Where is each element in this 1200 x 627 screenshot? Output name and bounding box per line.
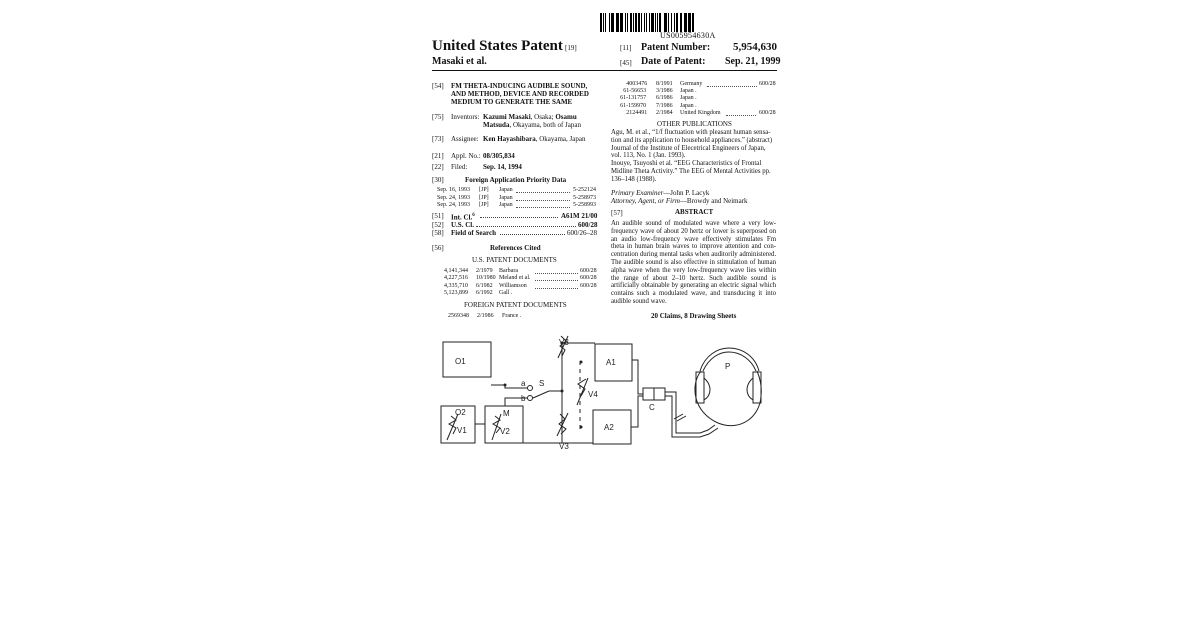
foreign-doc-number: 4003476 bbox=[626, 81, 648, 87]
label-c: C bbox=[649, 403, 655, 412]
assignee: Ken Hayashibara, Okayama, Japan bbox=[483, 135, 586, 143]
priority-heading: Foreign Application Priority Data bbox=[465, 176, 567, 184]
intcl-tag: [51] bbox=[432, 212, 444, 220]
other-pub-line: 136–148 (1988). bbox=[611, 175, 657, 183]
intcl-value: A61M 21/00 bbox=[561, 212, 598, 220]
us-doc-number: 5,123,899 bbox=[444, 289, 468, 296]
abstract-line: alpha wave when the very low-frequency wave lies within bbox=[611, 266, 776, 274]
label-v2: V2 bbox=[500, 427, 510, 436]
us-doc-leader bbox=[535, 273, 578, 274]
appl-label: Appl. No.: bbox=[451, 152, 481, 160]
other-pub-line: Midline Theta Activity.” The EEG of Mental Activities pp. bbox=[611, 168, 771, 175]
abstract-line: frequency wave of about 20 hertz or lower is superposed on bbox=[611, 227, 776, 235]
label-s: S bbox=[539, 379, 545, 388]
foreign-doc-name: France . bbox=[502, 313, 522, 319]
us-doc-name: Williamson bbox=[499, 282, 527, 289]
label-a: a bbox=[521, 379, 526, 388]
us-doc-leader bbox=[535, 288, 578, 289]
foreign-doc-name: Germany bbox=[680, 81, 703, 87]
foreign-doc-date: 8/1991 bbox=[656, 81, 673, 87]
priority-row-code: [JP] bbox=[479, 194, 489, 201]
foreign-doc-name: United Kingdom bbox=[680, 109, 721, 116]
us-doc-class: 600/28 bbox=[580, 275, 597, 282]
priority-tag: [30] bbox=[432, 176, 444, 184]
label-a2: A2 bbox=[604, 423, 614, 432]
other-pub-line: Agu, M. et al., “1/f fluctuation with pleasant human sensa- bbox=[611, 129, 771, 136]
attorney: Attorney, Agent, or Firm—Browdy and Neimark bbox=[611, 197, 748, 205]
uscl-tag: [52] bbox=[432, 221, 444, 229]
authors: Masaki et al. bbox=[432, 56, 487, 67]
foreign-doc-name: Japan . bbox=[680, 95, 697, 102]
title-tag: [19] bbox=[565, 44, 577, 52]
us-doc-leader bbox=[535, 280, 578, 281]
foreign-doc-number: 61-159970 bbox=[620, 102, 647, 109]
abstract-line: contains such a modulated wave, and transducing it into bbox=[611, 290, 776, 298]
patent-number-tag: [11] bbox=[620, 44, 632, 52]
foreign-doc-name: Japan . bbox=[680, 102, 697, 109]
assignee-label: Assignee: bbox=[451, 135, 479, 143]
foreign-doc-class: 600/28 bbox=[759, 81, 776, 87]
title-field-tag: [54] bbox=[432, 82, 444, 90]
foreign-doc-class: 600/28 bbox=[759, 109, 776, 116]
fos-label: Field of Search bbox=[451, 229, 496, 237]
foreign-doc-date: 3/1986 bbox=[656, 88, 673, 95]
filed-label: Filed: bbox=[451, 163, 468, 171]
assignee-tag: [73] bbox=[432, 135, 444, 143]
fos-value: 600/26–28 bbox=[567, 229, 597, 237]
foreign-doc-date: 2/1986 bbox=[477, 313, 494, 319]
right-ear-cup bbox=[753, 372, 761, 403]
us-doc-name: Barbara bbox=[499, 268, 518, 274]
us-doc-date: 10/1980 bbox=[476, 275, 496, 282]
inventors-line-2: Matsuda, Okayama, both of Japan bbox=[483, 121, 581, 129]
inventors-label: Inventors: bbox=[451, 113, 480, 121]
priority-row-code: [JP] bbox=[479, 187, 489, 193]
foreign-doc-number: 2124491 bbox=[626, 109, 648, 116]
uscl-value: 600/28 bbox=[578, 221, 598, 229]
abstract-heading: ABSTRACT bbox=[675, 208, 714, 216]
priority-row-number: 5-252124 bbox=[573, 187, 596, 193]
appl-tag: [21] bbox=[432, 152, 444, 160]
invention-title-line-2: AND METHOD, DEVICE AND RECORDED bbox=[451, 90, 589, 98]
label-m: M bbox=[503, 409, 510, 418]
filed-tag: [22] bbox=[432, 163, 444, 171]
label-v4: V4 bbox=[588, 390, 598, 399]
filed-date: Sep. 14, 1994 bbox=[483, 163, 522, 171]
foreign-doc-name: Japan . bbox=[680, 88, 697, 95]
other-pub-line: Journal of the Institute of Elecetrical Engineers of Japan, bbox=[611, 144, 766, 152]
appl-number: 08/305,834 bbox=[483, 152, 515, 160]
us-doc-date: 6/1982 bbox=[476, 282, 493, 289]
priority-row-date: Sep. 16, 1993 bbox=[437, 187, 470, 193]
foreign-doc-number: 2569348 bbox=[448, 313, 469, 319]
priority-row-leader bbox=[516, 207, 570, 208]
invention-title-line-3: MEDIUM TO GENERATE THE SAME bbox=[451, 98, 573, 106]
fos-tag: [58] bbox=[432, 229, 444, 237]
claims-line: 20 Claims, 8 Drawing Sheets bbox=[651, 312, 737, 320]
abstract-line: centration during mental tasks when auditorily administered. bbox=[611, 251, 777, 259]
priority-row-leader bbox=[516, 192, 570, 193]
inventors-line-1: Kazumi Masaki, Osaka; Osamu bbox=[483, 113, 577, 121]
date-label: Date of Patent: bbox=[641, 56, 706, 67]
label-p: P bbox=[725, 362, 731, 371]
date-tag: [45] bbox=[620, 59, 632, 67]
us-doc-number: 4,141,344 bbox=[444, 268, 468, 274]
us-doc-date: 6/1992 bbox=[476, 289, 493, 296]
barcode-number: US005954630A bbox=[660, 31, 716, 40]
us-doc-class: 600/28 bbox=[580, 282, 597, 289]
inventors-tag: [75] bbox=[432, 113, 444, 121]
foreign-doc-number: 61-56653 bbox=[623, 88, 647, 95]
intcl-label: Int. Cl.$^6$ bbox=[451, 213, 475, 222]
priority-row-country: Japan bbox=[499, 202, 513, 208]
foreign-doc-date: 6/1986 bbox=[656, 95, 673, 102]
invention-title-line-1: FM THETA-INDUCING AUDIBLE SOUND, bbox=[451, 82, 588, 90]
priority-row-code: [JP] bbox=[479, 202, 489, 208]
other-pubs-heading: OTHER PUBLICATIONS bbox=[657, 120, 732, 128]
label-a1: A1 bbox=[606, 358, 616, 367]
abstract-line: the range of about 2–10 hertz. Such audible sound is bbox=[611, 274, 776, 282]
refs-tag: [56] bbox=[432, 244, 444, 252]
abstract-tag: [57] bbox=[611, 209, 623, 217]
label-v1: V1 bbox=[457, 426, 467, 435]
other-pub-line: Inouye, Tsuyoshi et al. “EEG Characteristics of Frontal bbox=[611, 160, 762, 168]
priority-row-country: Japan bbox=[499, 194, 513, 201]
priority-row-number: 5-258973 bbox=[573, 194, 596, 201]
abstract-line: The audible sound is also effective in stimulation of human bbox=[611, 259, 776, 266]
patent-number: 5,954,630 bbox=[733, 41, 777, 53]
o1-box bbox=[443, 342, 491, 377]
label-o1: O1 bbox=[455, 357, 466, 366]
priority-row-number: 5-258993 bbox=[573, 202, 596, 208]
refs-heading: References Cited bbox=[490, 244, 541, 252]
label-v3-top: V3 bbox=[559, 338, 569, 347]
abstract-line: an audio low-frequency wave effectively stimulates Fm bbox=[611, 235, 776, 243]
abstract-line: artificially obtainable by generating an electric signal which bbox=[611, 282, 776, 290]
label-v3-bottom: V3 bbox=[559, 442, 569, 451]
examiner: Primary Examiner—John P. Lacyk bbox=[611, 189, 710, 197]
us-docs-heading: U.S. PATENT DOCUMENTS bbox=[472, 256, 557, 264]
foreign-doc-date: 2/1984 bbox=[656, 109, 673, 116]
us-doc-number: 4,335,710 bbox=[444, 282, 468, 289]
us-doc-name: Meland et al. bbox=[499, 275, 531, 282]
abstract-line: An audible sound of modulated wave where a very low- bbox=[611, 220, 776, 227]
foreign-doc-leader bbox=[726, 115, 756, 116]
priority-row-date: Sep. 24, 1993 bbox=[437, 194, 470, 201]
us-doc-name: Gall . bbox=[499, 289, 513, 296]
foreign-doc-leader bbox=[707, 86, 757, 87]
foreign-doc-date: 7/1986 bbox=[656, 102, 673, 109]
label-o2: O2 bbox=[455, 408, 466, 417]
us-doc-date: 2/1979 bbox=[476, 268, 493, 274]
other-pub-line: vol. 113, No. 1 (Jan. 1993). bbox=[611, 152, 686, 160]
priority-row-date: Sep. 24, 1993 bbox=[437, 202, 470, 208]
other-pub-line: tion and its application to household appliances.” (abstract) bbox=[611, 136, 773, 144]
priority-row-leader bbox=[516, 200, 570, 201]
us-doc-number: 4,227,516 bbox=[444, 275, 468, 282]
patent-number-label: Patent Number: bbox=[641, 42, 711, 53]
foreign-doc-number: 61-131757 bbox=[620, 95, 647, 102]
foreign-docs-heading: FOREIGN PATENT DOCUMENTS bbox=[464, 301, 567, 309]
label-b: b bbox=[521, 394, 526, 403]
abstract-line: audible sound wave. bbox=[611, 298, 667, 305]
priority-row-country: Japan bbox=[499, 187, 513, 193]
uscl-label: U.S. Cl. bbox=[451, 221, 474, 229]
patent-date: Sep. 21, 1999 bbox=[725, 56, 781, 67]
us-doc-class: 600/28 bbox=[580, 268, 597, 274]
abstract-line: theta in human brain waves to improve attention and con- bbox=[611, 243, 776, 251]
patent-title-heading: United States Patent bbox=[432, 38, 563, 54]
